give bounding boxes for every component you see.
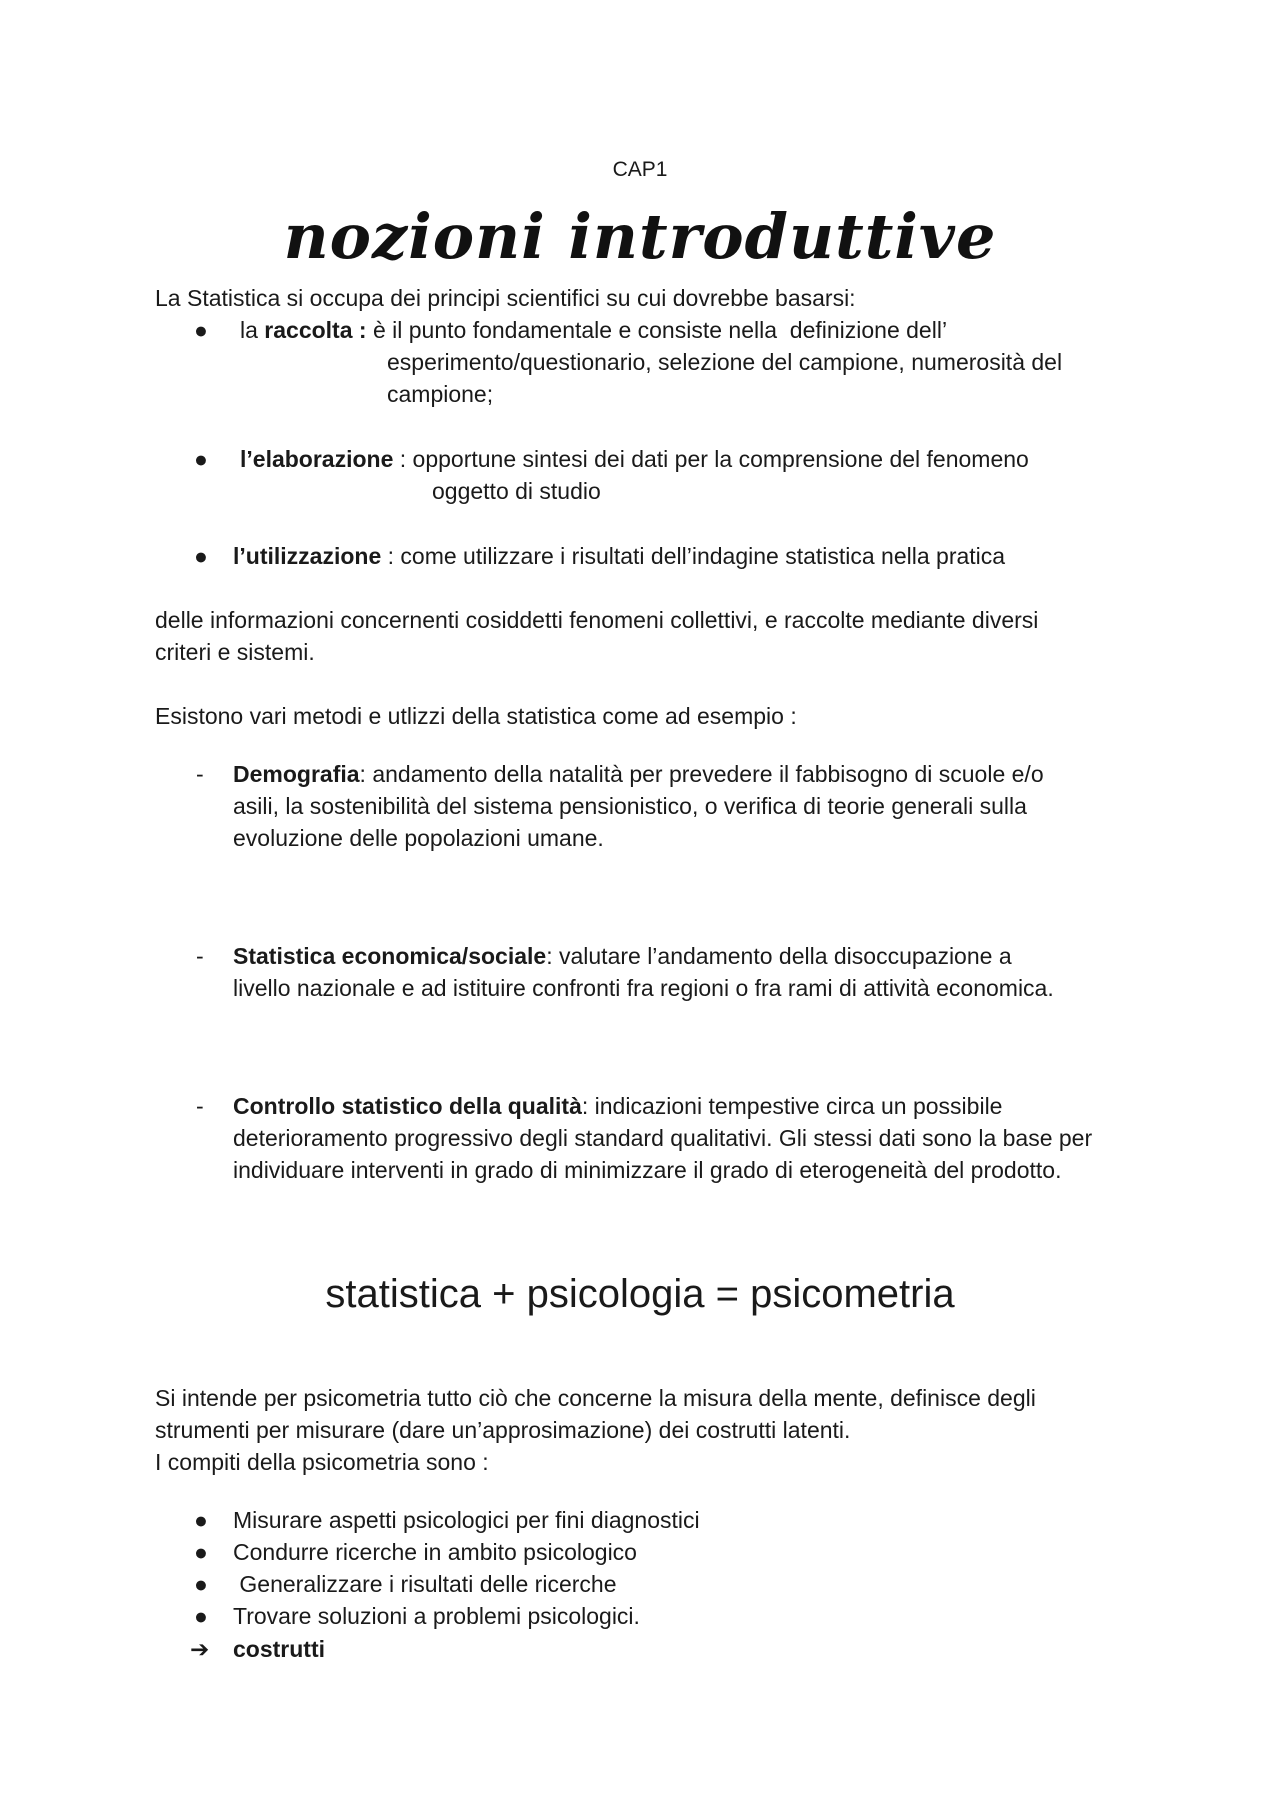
bullet-icon: ● xyxy=(194,543,208,569)
script-title-logo xyxy=(283,192,997,282)
script-title-text: nozioni introduttive xyxy=(283,200,997,273)
paragraph-line: Si intende per psicometria tutto ciò che concerne la misura della mente, definisce degli xyxy=(155,1385,1036,1411)
bullet-icon: ● xyxy=(194,1603,208,1629)
bullet-icon: ● xyxy=(194,1507,208,1533)
arrow-item: costrutti xyxy=(233,1636,325,1662)
method-desc: : valutare l’andamento della disoccupazione a xyxy=(546,943,1012,969)
paragraph-line: strumenti per misurare (dare un’approsimazione) dei costrutti latenti. xyxy=(155,1417,851,1443)
dash-icon: - xyxy=(196,943,204,969)
arrow-icon: ➔ xyxy=(190,1636,210,1662)
bullet-icon: ● xyxy=(194,317,208,343)
phase-desc: : opportune sintesi dei dati per la comprensione del fenomeno xyxy=(393,446,1029,472)
phase-prefix: la xyxy=(240,317,265,343)
list-item: Trovare soluzioni a problemi psicologici. xyxy=(233,1603,640,1629)
list-item: Misurare aspetti psicologici per fini diagnostici xyxy=(233,1507,700,1533)
method-economica xyxy=(233,940,1012,972)
intro-text: La Statistica si occupa dei principi scientifici su cui dovrebbe basarsi: xyxy=(155,285,856,311)
phase-utilizzazione xyxy=(233,540,1005,572)
list-item: Generalizzare i risultati delle ricerche xyxy=(233,1571,617,1597)
phase-raccolta xyxy=(240,314,947,346)
section-title: statistica + psicologia = psicometria xyxy=(325,1272,955,1316)
method-qualita xyxy=(233,1090,1002,1122)
dash-icon: - xyxy=(196,761,204,787)
phase-elaborazione xyxy=(240,443,1029,475)
paragraph-line: I compiti della psicometria sono : xyxy=(155,1449,489,1475)
paragraph-line: delle informazioni concernenti cosiddetti fenomeni collettivi, e raccolte mediante diversi xyxy=(155,607,1039,633)
method-desc-line: livello nazionale e ad istituire confronti fra regioni o fra rami di attività economica. xyxy=(233,975,1054,1001)
method-desc: : indicazioni tempestive circa un possibile xyxy=(581,1093,1003,1119)
phase-desc: : come utilizzare i risultati dell’indagine statistica nella pratica xyxy=(381,543,1006,569)
phase-desc-line: campione; xyxy=(387,381,494,407)
method-demografia xyxy=(233,758,1044,790)
phase-term: raccolta : xyxy=(264,317,367,343)
method-desc-line: individuare interventi in grado di minimizzare il grado di eterogeneità del prodotto. xyxy=(233,1157,1062,1183)
phase-desc-line: esperimento/questionario, selezione del campione, numerosità del xyxy=(387,349,1063,375)
chapter-label: CAP1 xyxy=(612,158,668,181)
method-desc-line: asili, la sostenibilità del sistema pensionistico, o verifica di teorie generali sulla xyxy=(233,793,1027,819)
method-desc: : andamento della natalità per prevedere il fabbisogno di scuole e/o xyxy=(359,761,1044,787)
phase-desc: è il punto fondamentale e consiste nella definizione dell’ xyxy=(366,317,948,343)
method-term: Demografia xyxy=(233,761,360,787)
paragraph-line: criteri e sistemi. xyxy=(155,639,315,665)
methods-intro: Esistono vari metodi e utlizzi della statistica come ad esempio : xyxy=(155,703,797,729)
method-term: Controllo statistico della qualità xyxy=(233,1093,582,1119)
method-term: Statistica economica/sociale xyxy=(233,943,547,969)
method-desc-line: deterioramento progressivo degli standard qualitativi. Gli stessi dati sono la base per xyxy=(233,1125,1093,1151)
bullet-icon: ● xyxy=(194,446,208,472)
phase-term: l’elaborazione xyxy=(240,446,394,472)
list-item: Condurre ricerche in ambito psicologico xyxy=(233,1539,637,1565)
bullet-icon: ● xyxy=(194,1539,208,1565)
phase-desc-line: oggetto di studio xyxy=(432,478,601,504)
method-desc-line: evoluzione delle popolazioni umane. xyxy=(233,825,604,851)
bullet-icon: ● xyxy=(194,1571,208,1597)
phase-term: l’utilizzazione xyxy=(233,543,382,569)
dash-icon: - xyxy=(196,1093,204,1119)
